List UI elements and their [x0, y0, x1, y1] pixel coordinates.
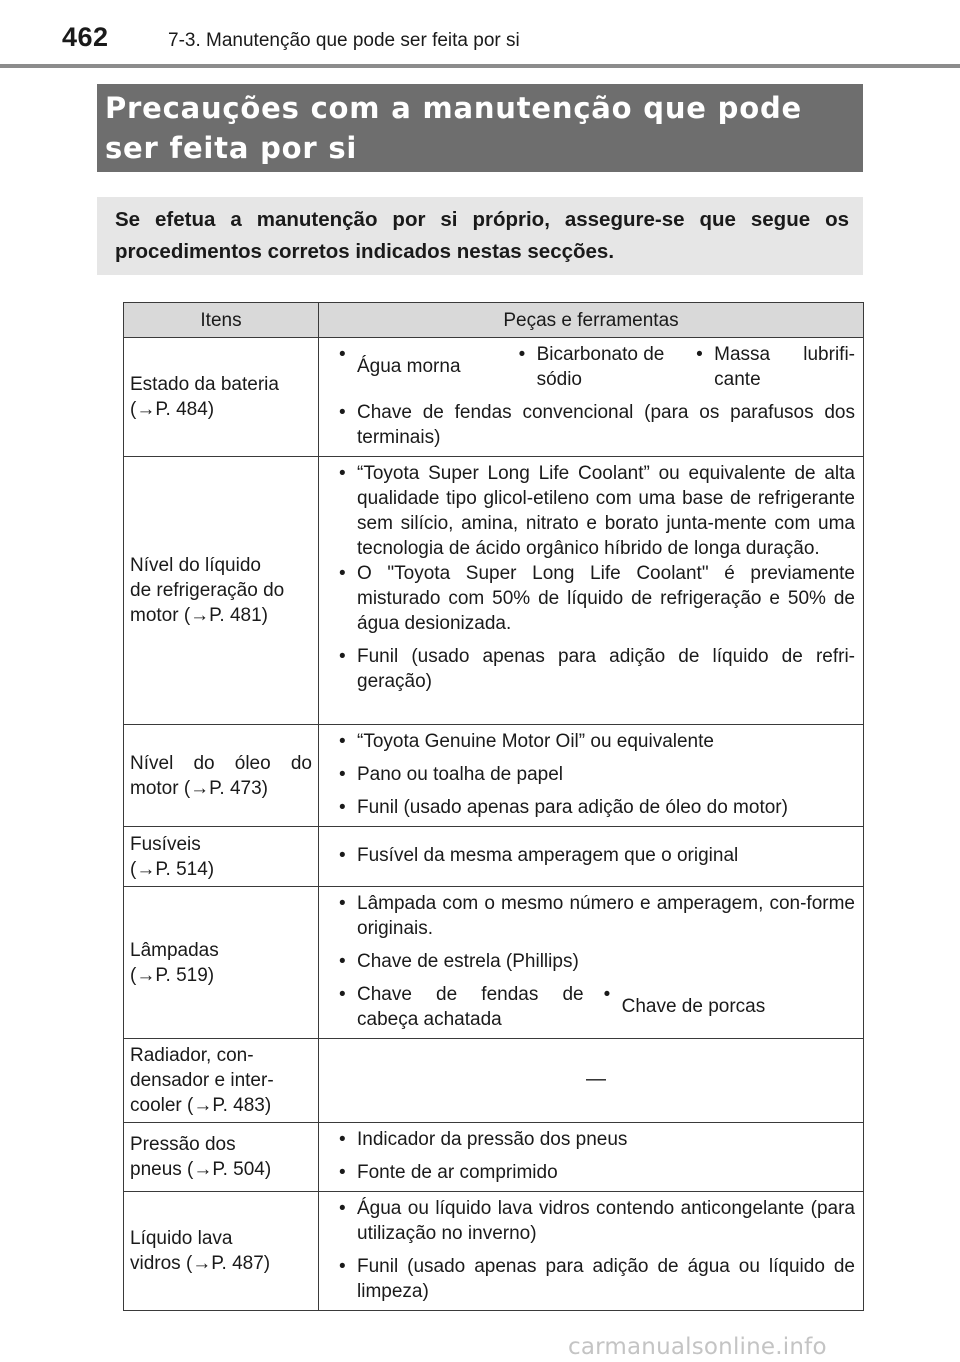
watermark: carmanualsonline.info — [568, 1334, 827, 1360]
parts-cell — [319, 338, 864, 457]
item-page-ref: motor (→P. 473) — [130, 777, 268, 799]
table-row — [124, 457, 864, 725]
page-title-line-1: Precauções com a manutenção que pode — [105, 91, 802, 125]
parts-item: • Indicador da pressão dos pneus — [337, 1127, 855, 1152]
page-header — [0, 0, 960, 68]
parts-inline-group — [337, 342, 855, 392]
item-label: Fusíveis — [130, 833, 201, 855]
item-label: Nível do óleo do — [130, 752, 312, 774]
parts-item: • Lâmpada com o mesmo número e amperagem, con-forme originais. — [337, 891, 855, 941]
page-title — [97, 84, 863, 172]
empty-dash: — — [586, 1068, 606, 1090]
parts-cell — [319, 827, 864, 887]
parts-cell — [319, 1192, 864, 1311]
parts-item: • Água morna — [337, 342, 517, 379]
item-page-ref: (→P. 514) — [130, 858, 215, 880]
parts-cell — [319, 887, 864, 1039]
column-header-items: Itens — [124, 303, 319, 338]
parts-item: • Pano ou toalha de papel — [337, 762, 855, 787]
item-cell — [124, 725, 319, 827]
item-label: de refrigeração do — [130, 580, 285, 601]
parts-list — [337, 729, 855, 820]
parts-item: • “Toyota Genuine Motor Oil” ou equivalente — [337, 729, 855, 754]
item-cell — [124, 1039, 319, 1123]
parts-item: • Chave de fendas de cabeça achatada — [337, 982, 584, 1032]
parts-cell — [319, 1123, 864, 1192]
parts-list — [337, 1127, 855, 1185]
table-row — [124, 725, 864, 827]
table-row — [124, 1039, 864, 1123]
page-title-line-2: ser feita por si — [105, 131, 358, 165]
parts-item: • Chave de fendas convencional (para os parafusos dos terminais) — [337, 400, 855, 450]
item-label: Estado da bateria — [130, 374, 279, 395]
item-cell — [124, 338, 319, 457]
item-cell — [124, 827, 319, 887]
item-label: densador e inter- — [130, 1070, 274, 1091]
parts-item: • Chave de porcas — [602, 982, 855, 1019]
page-number: 462 — [62, 22, 109, 52]
parts-item: • O "Toyota Super Long Life Coolant" é previamente misturado com 50% de líquido de refrigeração e 50% de água desionizada. — [337, 561, 855, 636]
intro-note: Se efetua a manutenção por si próprio, assegure-se que segue os procedimentos corretos indicados nestas secções. — [97, 197, 863, 275]
parts-item: • Fonte de ar comprimido — [337, 1160, 855, 1185]
parts-cell — [319, 457, 864, 725]
parts-item: • Água ou líquido lava vidros contendo anticongelante (para utilização no inverno) — [337, 1196, 855, 1246]
parts-item: • Fusível da mesma amperagem que o original — [337, 843, 855, 868]
parts-item: • Funil (usado apenas para adição de óleo do motor) — [337, 795, 855, 820]
item-cell — [124, 887, 319, 1039]
item-cell — [124, 457, 319, 725]
item-cell — [124, 1123, 319, 1192]
parts-item: • Bicarbonato de sódio — [517, 342, 695, 392]
item-page-ref: pneus (→P. 504) — [130, 1159, 272, 1180]
header-rule — [0, 64, 960, 68]
table-row — [124, 1192, 864, 1311]
table-row — [124, 1123, 864, 1192]
table-row — [124, 338, 864, 457]
table-row — [124, 887, 864, 1039]
section-title: 7-3. Manutenção que pode ser feita por si — [168, 30, 520, 51]
item-page-ref: cooler (→P. 483) — [130, 1095, 272, 1116]
table-header-row — [124, 303, 864, 338]
parts-inline-group — [337, 982, 855, 1032]
item-label: Pressão dos — [130, 1134, 236, 1155]
maintenance-table — [123, 302, 864, 1311]
parts-list — [337, 843, 855, 868]
parts-list — [337, 891, 855, 974]
table-row — [124, 827, 864, 887]
item-page-ref: motor (→P. 481) — [130, 605, 268, 626]
parts-item: • Funil (usado apenas para adição de líquido de refri-geração) — [337, 644, 855, 694]
column-header-parts: Peças e ferramentas — [319, 303, 864, 338]
parts-list — [337, 400, 855, 450]
item-page-ref: (→P. 519) — [130, 964, 215, 986]
item-label: Nível do líquido — [130, 555, 261, 576]
parts-item: • “Toyota Super Long Life Coolant” ou equivalente de alta qualidade tipo glicol-etileno com uma base de refrigerante sem silício, amina, nitrato e borato junta-mente com uma tecnologia de ácido orgânico híbrido de longa duração. — [337, 461, 855, 561]
parts-list — [337, 461, 855, 694]
item-page-ref: (→P. 484) — [130, 399, 215, 420]
item-cell — [124, 1192, 319, 1311]
parts-item: • Massa lubrifi-cante — [694, 342, 855, 392]
parts-item: • Chave de estrela (Phillips) — [337, 949, 855, 974]
item-page-ref: vidros (→P. 487) — [130, 1253, 271, 1274]
item-label: Lâmpadas — [130, 939, 219, 961]
item-label: Radiador, con- — [130, 1045, 254, 1066]
parts-item: • Funil (usado apenas para adição de água ou líquido de limpeza) — [337, 1254, 855, 1304]
parts-cell — [319, 1039, 864, 1123]
item-label: Líquido lava — [130, 1228, 233, 1249]
parts-list — [337, 1196, 855, 1304]
parts-cell — [319, 725, 864, 827]
